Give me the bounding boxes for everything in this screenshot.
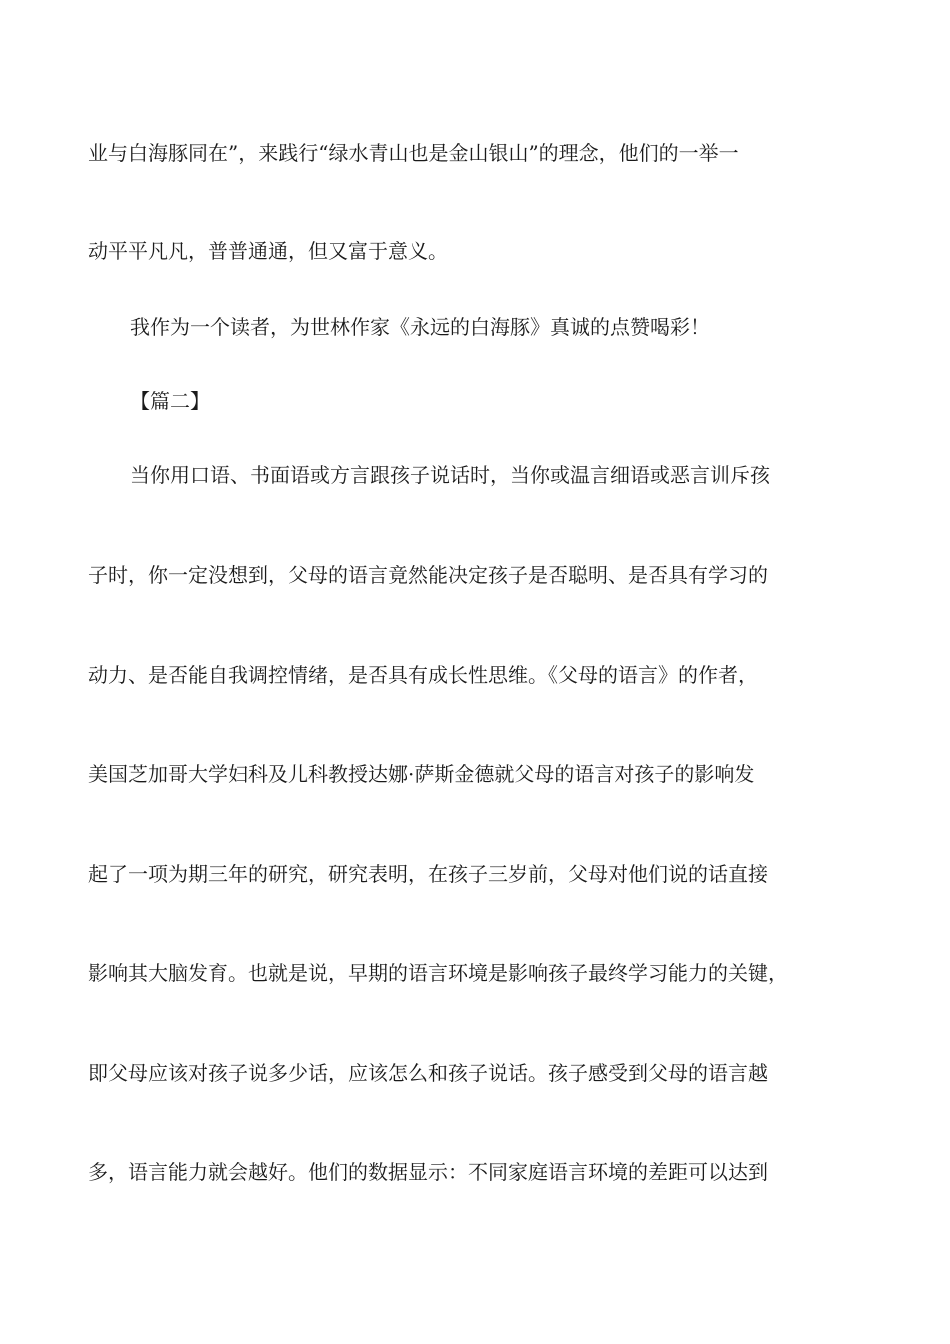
text-line: 美国芝加哥大学妇科及儿科教授达娜·萨斯金德就父母的语言对孩子的影响发 — [88, 762, 755, 786]
text-line: 影响其大脑发育。也就是说，早期的语言环境是影响孩子最终学习能力的关键， — [88, 961, 788, 985]
text-line: 起了一项为期三年的研究，研究表明，在孩子三岁前，父母对他们说的话直接 — [88, 862, 768, 886]
text-line: 业与白海豚同在”，来践行“绿水青山也是金山银山”的理念，他们的一举一 — [88, 141, 739, 165]
text-line: 当你用口语、书面语或方言跟孩子说话时，当你或温言细语或恶言训斥孩 — [130, 463, 770, 487]
text-line: 即父母应该对孩子说多少话，应该怎么和孩子说话。孩子感受到父母的语言越 — [88, 1061, 768, 1085]
text-line: 多，语言能力就会越好。他们的数据显示：不同家庭语言环境的差距可以达到 — [88, 1160, 768, 1184]
text-line: 动平平凡凡，普普通通，但又富于意义。 — [88, 239, 448, 263]
section-heading: 【篇二】 — [130, 389, 210, 413]
text-line: 子时，你一定没想到，父母的语言竟然能决定孩子是否聪明、是否具有学习的 — [88, 563, 768, 587]
text-line: 动力、是否能自我调控情绪，是否具有成长性思维。《父母的语言》的作者， — [88, 663, 758, 687]
text-line: 我作为一个读者，为世林作家《永远的白海豚》真诚的点赞喝彩！ — [130, 315, 710, 339]
